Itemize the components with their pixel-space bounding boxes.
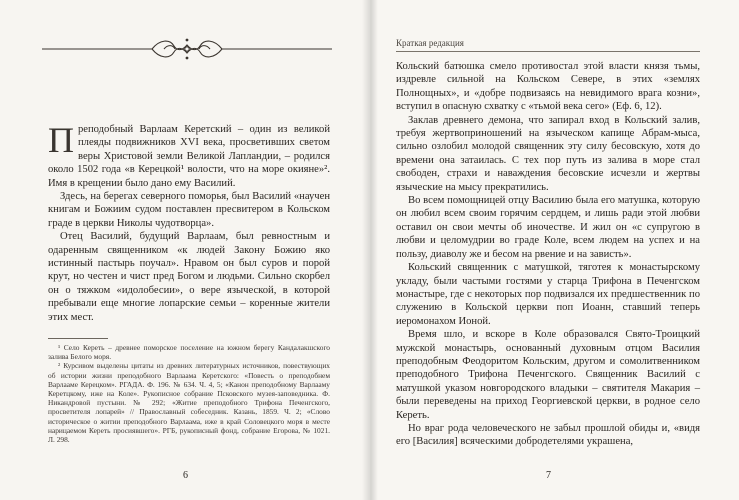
paragraph: Отец Василий, будущий Варлаам, был ревностным и одаренным священником «к людей Закону Божию яко истинный пастырь поучал». Нравом он был суров и порой крут, но честен и чист пред Богом и людьми. Сильно скорбел он о тяжком «идолобесии», о вере языческой, в которой пребывали еще многие лопарские семьи – коренные жители этих мест.: [48, 231, 330, 323]
paragraph: Кольский батюшка смело противостал этой власти князя тьмы, издревле сильной на Кольском Севере, в этих «землях Полнощных», и «добре подвизаясь на невидимого врага козни», вступил в опасную схватку с «тьмой века сего» (Еф. 6, 12).: [396, 61, 700, 113]
paragraph: Кольский священник с матушкой, тяготея к монастырскому укладу, были частыми гостями у старца Трифона в Печенгском монастыре, где с некоторых пор подвизался их предшественник по служению в Кольской церкви поп Иоанн, ставший теперь иеромонахом Ионой.: [396, 262, 700, 327]
footnote: ¹ Село Кереть – древнее поморское поселение на южном берегу Кандалакшского залива Белого моря.: [48, 343, 330, 362]
page-number-left: 6: [183, 470, 188, 481]
paragraph: Время шло, и вскоре в Коле образовался Свято-Троицкий мужской монастырь, основанный духовным отцом Василия преподобным Феодоритом Кольским, другом и сомолитвенником преподобного Трифона Печенгского. Священник Василий с матушкой указом новгородского владыки – святителя Макария – были переведены на приход Георгиевской церкви, в родное село Кереть.: [396, 329, 700, 421]
ornament-icon: [42, 36, 332, 62]
paragraph: Но враг рода человеческого не забыл прошлой обиды и, «видя его [Василия] всяческими добродетелями украшена,: [396, 422, 700, 448]
header-rule: [396, 51, 700, 52]
page-number-right: 7: [546, 470, 551, 481]
footnote-divider: [48, 338, 108, 339]
paragraph: Заклав древнего демона, что запирал вход в Кольский залив, требуя жертвоприношений на языческом капище Абрам-мыса, сильно озлобил молодой священник эту силу бесовскую, хотя до времени она затаилась. С тех пор путь из залива в море стал свободен, страхи и наваждения бесовские исчезли и жертвы языческие на мысу прекратились.: [396, 114, 700, 193]
running-head: Краткая редакция: [396, 38, 464, 48]
book-gutter: [362, 0, 378, 500]
right-page-body: [396, 60, 700, 449]
paragraph: Во всем помощницей отцу Василию была его матушка, которую он любил всем своим горячим сердцем, и лишь ради этой любви оставил он свои мечты об иночестве. И жил он «с супругою в любви и целомудрии во граде Коле, всем людем на успех и на пользу, диаволу же и бесом на рвение и на зависть».: [396, 195, 700, 260]
drop-cap: П: [48, 120, 74, 160]
left-page: [0, 0, 369, 500]
footnotes: [48, 343, 330, 444]
paragraph: Здесь, на берегах северного поморья, был Василий «научен книгам и Божиим судом поставлен пресвитером в Кольском граде в церкви Николы чудотворца».: [48, 191, 330, 229]
paragraph: Преподобный Варлаам Керетский – один из великой плеяды подвижников XVI века, просветивших светом веры Христовой земли Великой Лапландии, – родился около 1502 года «в Керецкой¹ волости, что на море окияне»². Имя в крещении было дано ему Василий.: [48, 120, 330, 189]
footnote: ² Курсивом выделены цитаты из древних литературных источников, повествующих об истории жизни преподобного Варлаама Керетского: «Повесть о преподобнем Варлааме Керецком». РГАДА. Ф. 196. № 634. Ч. 4, 5; «Канон преподобному Варлааму Керетцкому, иже на Коле». Рукописное собрание Псковского музея-заповедника. Ф. Никандровой пустыни. № 292; «Житие преподобного Трифона Печенгского, просветителя лопарей» // Православный собеседник. Казань, 1859. Ч. 2; «Слово историческое о житии преподобного Варлаама, иже в край Соловецкого моря в месте нарицаемом Кереть просиявшего». РГБ, рукописный фонд, собрание Егорова, № 1021. Л. 298.: [48, 361, 330, 445]
left-page-body: [48, 120, 330, 324]
